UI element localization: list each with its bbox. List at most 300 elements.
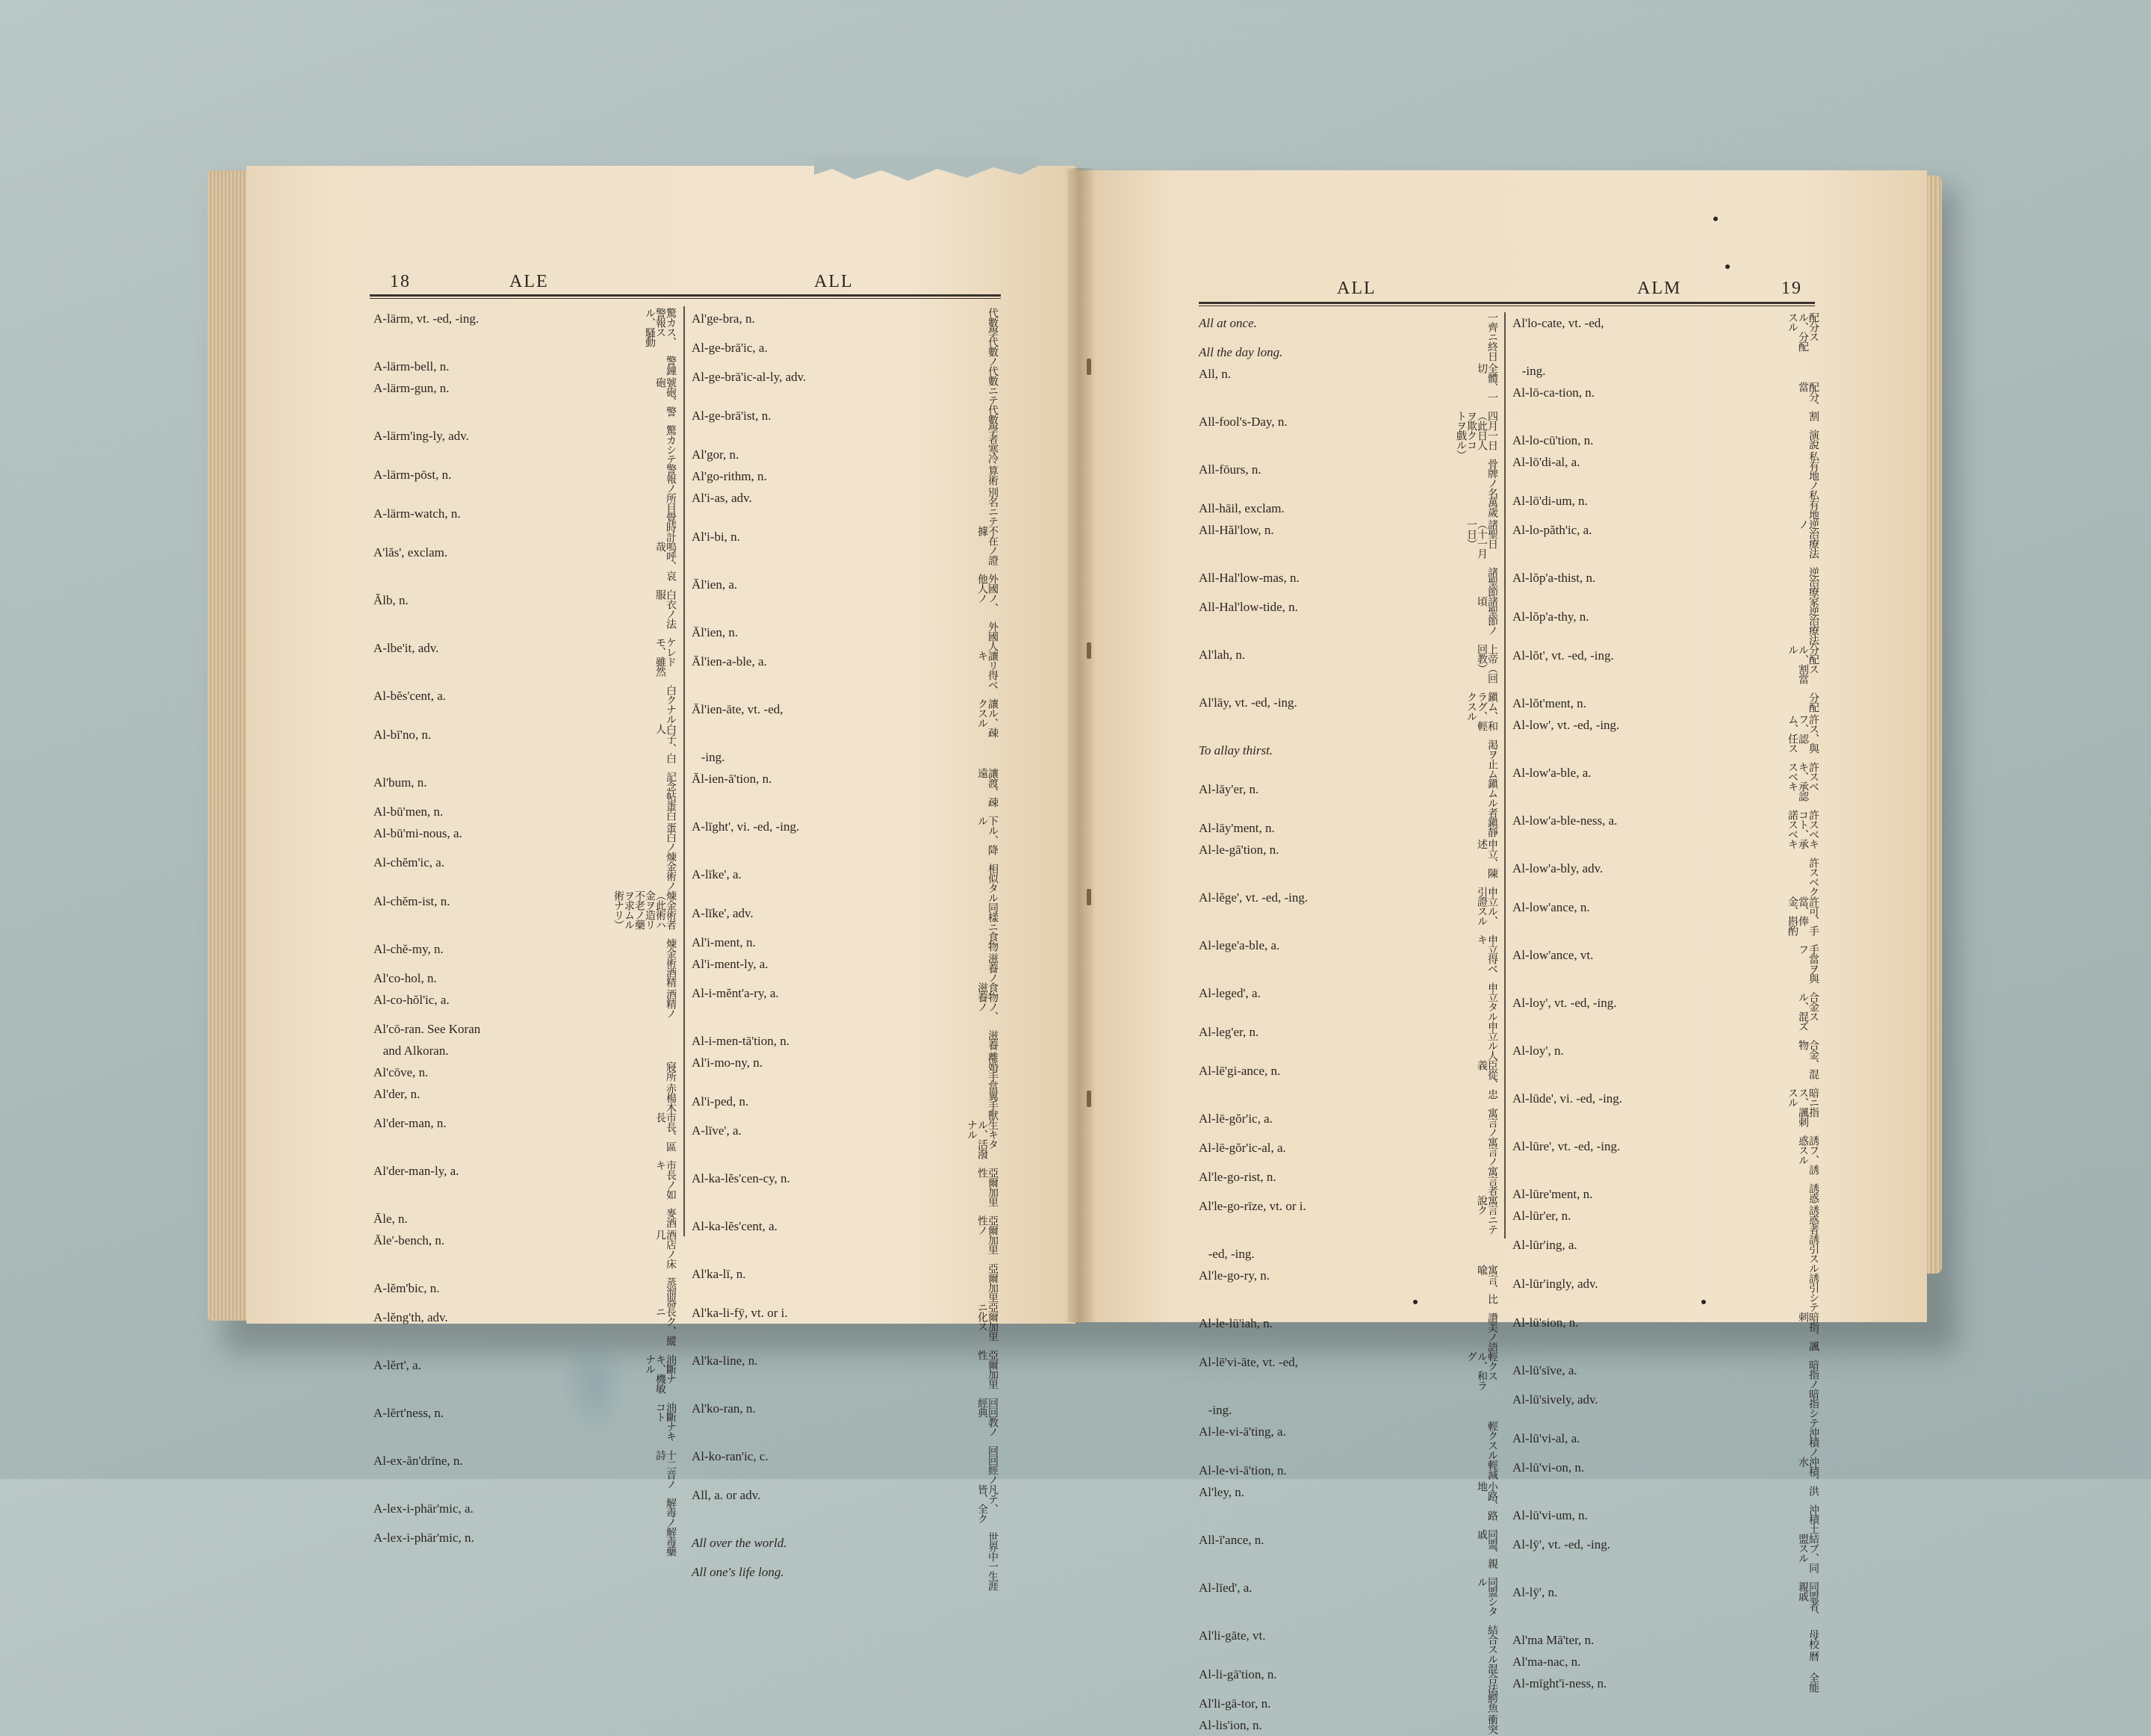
dictionary-entry (373, 890, 676, 938)
column-divider-left (683, 306, 685, 1236)
entry-japanese-gloss: 代數ニテ (987, 366, 999, 405)
dictionary-entry (692, 651, 998, 698)
entry-japanese-gloss: 目覺時計 (665, 503, 677, 542)
dictionary-entry (1512, 451, 1819, 490)
entry-headword: Al'ka-line, n. (692, 1354, 758, 1368)
dictionary-entry (373, 356, 676, 377)
entry-japanese-gloss: 渇ヲ止ム (1486, 740, 1498, 778)
guide-word-left-1: ALE (509, 272, 549, 291)
dictionary-entry (1199, 1481, 1497, 1529)
entry-japanese-gloss: 結ブ、同盟スル (1797, 1534, 1819, 1572)
dictionary-entry (1512, 1205, 1819, 1234)
entry-japanese-gloss: 鎭ムル者 (1486, 778, 1498, 817)
dictionary-entry (373, 989, 676, 1018)
dictionary-entry (373, 637, 676, 685)
dictionary-entry (373, 1083, 676, 1112)
entry-headword: Āl'ien-āte, vt. -ed, (692, 702, 783, 716)
dictionary-entry (1199, 817, 1497, 839)
entry-headword: Al-lū'vi-um, n. (1512, 1508, 1588, 1522)
entry-headword: Āl'ien, a. (692, 577, 738, 592)
header-rule-left (370, 294, 1001, 299)
entry-headword: All-ī'ance, n. (1199, 1533, 1264, 1547)
entry-japanese-gloss: 申立得ベキ (1476, 934, 1498, 973)
dictionary-entry (692, 405, 998, 444)
dictionary-entry (692, 746, 998, 768)
entry-headword: Al'lo-cate, vt. -ed, (1512, 316, 1604, 330)
entry-japanese-gloss: 暦 (1807, 1651, 1819, 1661)
entry-japanese-gloss: 生キタル、活潑ナル (966, 1120, 999, 1159)
dictionary-entry (692, 1350, 998, 1398)
dictionary-entry (1512, 714, 1819, 762)
page-number-left: 18 (390, 272, 411, 291)
right-page-column-1 (1199, 312, 1497, 1736)
page-number-right: 19 (1781, 279, 1802, 298)
entry-headword: -ed, -ing. (1199, 1247, 1255, 1261)
dictionary-entry (373, 589, 676, 637)
dictionary-entry (692, 1532, 998, 1561)
dictionary-entry (692, 1215, 998, 1263)
entry-headword: Al-loy', vt. -ed, -ing. (1512, 996, 1617, 1010)
entry-headword: Al-i-men-tā'tion, n. (692, 1034, 790, 1048)
dictionary-entry (373, 938, 676, 967)
entry-japanese-gloss: 一生涯 (987, 1561, 999, 1590)
ink-speck (1713, 217, 1718, 221)
entry-japanese-gloss: 代數學 (987, 308, 999, 337)
dictionary-entry (373, 801, 676, 822)
dictionary-entry (1512, 519, 1819, 567)
entry-headword: Al'li-gāte, vt. (1199, 1628, 1266, 1643)
entry-japanese-gloss: 鰐魚 (1486, 1693, 1498, 1712)
dictionary-entry (692, 902, 998, 931)
entry-headword: Al-lō'di-al, a. (1512, 455, 1580, 469)
entry-japanese-gloss: 逆治療法ノ (1797, 519, 1819, 558)
entry-japanese-gloss: 記念帖 (665, 772, 677, 801)
entry-headword: A-lex-i-phär'mic, n. (373, 1531, 474, 1545)
entry-headword: Al-lāy'er, n. (1199, 782, 1259, 796)
binding-stitch (1087, 1091, 1091, 1107)
entry-japanese-gloss: 白子、白人 (654, 724, 677, 763)
dictionary-entry (692, 308, 998, 337)
entry-japanese-gloss: 合金、混物 (1797, 1040, 1819, 1079)
entry-japanese-gloss: 沖積ノ (1807, 1427, 1819, 1457)
entry-headword: A-līke', adv. (692, 906, 754, 920)
dictionary-entry (1512, 692, 1819, 714)
entry-japanese-gloss: 蛋白ノ (665, 822, 677, 852)
dictionary-entry (373, 1230, 676, 1277)
page-edges-left (208, 170, 252, 1321)
dictionary-entry (1512, 430, 1819, 451)
dictionary-entry (373, 1160, 676, 1208)
left-page (246, 166, 1076, 1590)
entry-headword: and Alkoran. (373, 1044, 449, 1058)
dictionary-entry (1512, 896, 1819, 944)
dictionary-entry (1199, 1312, 1497, 1351)
dictionary-entry (1199, 1664, 1497, 1693)
entry-japanese-gloss: 配分スル、分配スル (1787, 312, 1819, 351)
entry-japanese-gloss: 代數學者 (987, 405, 999, 444)
entry-japanese-gloss: 沖積土 (1807, 1504, 1819, 1534)
entry-japanese-gloss: 亞爾加里 (987, 1263, 999, 1302)
entry-japanese-gloss: 申立、陳述 (1476, 839, 1498, 878)
entry-headword: Al'i-as, adv. (692, 491, 752, 505)
entry-headword: A-lĕrt', a. (373, 1358, 421, 1372)
dictionary-entry (1199, 411, 1497, 459)
dictionary-entry (1512, 1673, 1819, 1694)
entry-headword: Al-le-vi-ā'ting, a. (1199, 1425, 1286, 1439)
entry-headword: Al-i-mĕnt'a-ry, a. (692, 986, 779, 1000)
entry-japanese-gloss: 讓渡、疎遠 (976, 768, 999, 807)
dictionary-entry (692, 1302, 998, 1350)
entry-headword: Al-lō'di-um, n. (1512, 494, 1588, 508)
entry-japanese-gloss: 讓ル、疎クスル (976, 698, 999, 737)
binding-stitch (1087, 889, 1091, 905)
dictionary-entry (1199, 1021, 1497, 1060)
entry-headword: Al-bĕs'cent, a. (373, 689, 446, 703)
entry-headword: Al-bū'mi-nous, a. (373, 826, 462, 840)
entry-headword: All, n. (1199, 367, 1231, 381)
entry-headword: All over the world. (692, 1536, 787, 1550)
dictionary-entry (373, 1527, 676, 1556)
dictionary-entry (1199, 341, 1497, 363)
entry-headword: Al'lāy, vt. -ed, -ing. (1199, 695, 1297, 710)
entry-headword: Al-lū'sion, n. (1512, 1315, 1579, 1330)
entry-japanese-gloss: 全能 (1807, 1673, 1819, 1692)
entry-japanese-gloss: 誘引スル (1807, 1234, 1819, 1273)
entry-headword: Al-lȳ', vt. -ed, -ing. (1512, 1537, 1611, 1551)
entry-headword: All one's life long. (692, 1565, 784, 1579)
entry-headword: A'lăs', exclam. (373, 545, 448, 559)
entry-japanese-gloss: 全體、一切 (1476, 363, 1498, 402)
entry-headword: Al-ge-brā'ist, n. (692, 409, 772, 423)
entry-japanese-gloss: 讓リ得ベキ (976, 651, 999, 689)
dictionary-entry (1199, 1577, 1497, 1625)
entry-headword: Al-lū'sively, adv. (1512, 1392, 1598, 1407)
entry-headword: Al-lŏp'a-thist, n. (1512, 571, 1596, 585)
dictionary-entry (1199, 1195, 1497, 1243)
dictionary-entry (373, 1354, 676, 1402)
dictionary-entry (692, 982, 998, 1030)
entry-japanese-gloss: 諸聖節ノ頃 (1476, 596, 1498, 635)
entry-headword: Al-li-gā'tion, n. (1199, 1667, 1277, 1681)
entry-japanese-gloss: 長ク、縱ニ (654, 1306, 677, 1345)
dictionary-entry (1199, 1421, 1497, 1460)
entry-japanese-gloss: 申立タル (1486, 982, 1498, 1021)
entry-japanese-gloss: 申立ル、引證スル (1476, 887, 1498, 926)
dictionary-entry (1199, 740, 1497, 778)
entry-japanese-gloss: 寓言者 (1486, 1166, 1498, 1195)
entry-japanese-gloss: 衝突 (1486, 1714, 1498, 1734)
dictionary-entry (373, 1040, 676, 1061)
entry-japanese-gloss: 許ス、與フ、認ム、任ス (1787, 714, 1819, 753)
entry-japanese-gloss: 寓言、比喩 (1476, 1265, 1498, 1303)
entry-japanese-gloss: 市長、區長 (654, 1112, 677, 1151)
entry-japanese-gloss: 亞爾加里性 (976, 1168, 999, 1206)
entry-headword: Al-lūr'ingly, adv. (1512, 1277, 1598, 1291)
entry-headword: All-fool's-Day, n. (1199, 415, 1288, 429)
entry-japanese-gloss: 合金スル、混ズ (1797, 992, 1819, 1031)
dictionary-entry (373, 1450, 676, 1498)
dictionary-entry (1512, 490, 1819, 519)
entry-headword: Al-līed', a. (1199, 1581, 1253, 1595)
entry-japanese-gloss: ケレドモ、雖然 (654, 637, 677, 676)
entry-headword: Al'gor, n. (692, 447, 739, 462)
entry-japanese-gloss: 許スベキコト、承諾スベキ (1787, 810, 1819, 849)
dictionary-entry (692, 931, 998, 953)
entry-headword: Al-ka-lĕs'cen-cy, n. (692, 1171, 790, 1185)
entry-headword: Al-lāy'ment, n. (1199, 821, 1275, 835)
entry-japanese-gloss: 私有地 (1807, 490, 1819, 519)
dictionary-entry (692, 1030, 998, 1052)
entry-japanese-gloss: 翼手獸 (987, 1091, 999, 1120)
dictionary-entry (1199, 1060, 1497, 1108)
dictionary-entry (1199, 644, 1497, 692)
entry-japanese-gloss: 逆治療法 (1807, 606, 1819, 645)
entry-headword: A-lärm-bell, n. (373, 359, 450, 373)
entry-headword: Al-le-vi-ā'tion, n. (1199, 1463, 1287, 1478)
entry-japanese-gloss: 萬歲 (1486, 497, 1498, 517)
entry-headword: Al-lūr'ing, a. (1512, 1238, 1577, 1252)
entry-headword: Āle, n. (373, 1212, 408, 1226)
entry-headword: Al'li-gā-tor, n. (1199, 1696, 1271, 1711)
entry-headword: -ing. (1512, 364, 1546, 378)
dictionary-entry (1512, 606, 1819, 645)
entry-headword: Al-ge-brā'ic, a. (692, 341, 768, 355)
entry-japanese-gloss: 骨牌ノ名 (1486, 459, 1498, 497)
dictionary-entry (373, 852, 676, 890)
dictionary-entry (373, 377, 676, 425)
entry-japanese-gloss: 市長ノ如キ (654, 1160, 677, 1199)
entry-headword: Al-lū'vi-on, n. (1512, 1460, 1585, 1475)
entry-japanese-gloss: 代數ノ (987, 337, 999, 366)
entry-japanese-gloss: 外國ノ、他人ノ (976, 574, 999, 613)
entry-headword: Āle'-bench, n. (373, 1233, 445, 1247)
dictionary-entry (373, 1018, 676, 1040)
entry-headword: A-lbe'it, adv. (373, 641, 439, 655)
entry-headword: Al'le-go-rist, n. (1199, 1170, 1276, 1184)
entry-japanese-gloss: 食物 (987, 931, 999, 951)
entry-headword: Al'i-ment-ly, a. (692, 957, 769, 971)
entry-headword: Al'le-go-ry, n. (1199, 1268, 1270, 1283)
entry-japanese-gloss: 外國人 (987, 621, 999, 651)
entry-headword: Al-co-hŏl'ic, a. (373, 993, 450, 1007)
entry-headword: All the day long. (1199, 345, 1283, 359)
entry-headword: Al-low'ance, vt. (1512, 948, 1594, 962)
dictionary-entry (1199, 596, 1497, 644)
dictionary-entry (1199, 497, 1497, 519)
guide-word-left-2: ALL (814, 272, 854, 291)
entry-headword: Al-le-lū'iah, n. (1199, 1316, 1273, 1330)
entry-japanese-gloss: 輕クスル (1486, 1421, 1498, 1460)
dictionary-entry (692, 1484, 998, 1532)
dictionary-entry (1512, 312, 1819, 360)
dictionary-entry (1199, 934, 1497, 982)
entry-japanese-gloss: 寓言ニテ說ク (1476, 1195, 1498, 1234)
entry-headword: Al-lĕge', vt. -ed, -ing. (1199, 890, 1309, 905)
entry-headword: A-lärm-watch, n. (373, 506, 461, 521)
entry-japanese-gloss: 寢所 (665, 1061, 677, 1081)
dictionary-entry (1512, 1457, 1819, 1504)
dictionary-entry (1512, 1183, 1819, 1205)
entry-headword: All-Hal'low-mas, n. (1199, 571, 1300, 585)
entry-japanese-gloss: 輕減 (1486, 1460, 1498, 1479)
dictionary-entry (1512, 1629, 1819, 1651)
dictionary-entry (1199, 1625, 1497, 1664)
entry-japanese-gloss: 結合スル (1486, 1625, 1498, 1664)
column-divider-right (1504, 312, 1506, 1239)
entry-japanese-gloss: 回回教ノ經典 (976, 1398, 999, 1436)
entry-headword: Al-lē-gŏr'ic-al, a. (1199, 1141, 1286, 1155)
entry-japanese-gloss: 分配 (1807, 692, 1819, 712)
entry-headword: Al'ko-ran, n. (692, 1401, 756, 1416)
dictionary-entry (1199, 1166, 1497, 1195)
entry-japanese-gloss: 輕クスル、和ラグ (1465, 1351, 1498, 1390)
entry-japanese-gloss: 諸聖節 (1486, 567, 1498, 596)
dictionary-entry (1512, 1427, 1819, 1457)
entry-japanese-gloss: 四月一日（此日人ヲ欺クコトヲ戲ル） (1455, 411, 1498, 459)
entry-japanese-gloss: 讚美ノ語 (1486, 1312, 1498, 1351)
dictionary-entry (1199, 1529, 1497, 1577)
entry-headword: Al-ko-ran'ic, c. (692, 1449, 769, 1463)
entry-japanese-gloss: 小路、路地 (1476, 1481, 1498, 1520)
dictionary-entry (1512, 360, 1819, 382)
dictionary-entry (1512, 1135, 1819, 1183)
entry-headword: Al-lō-ca-tion, n. (1512, 385, 1595, 400)
entry-headword: A-līke', a. (692, 867, 742, 881)
entry-japanese-gloss: 驚カス、警報スル、騷動 (644, 308, 677, 347)
entry-headword: Al'ma-nac, n. (1512, 1655, 1581, 1669)
entry-headword: Āl'ien, n. (692, 625, 739, 639)
entry-japanese-gloss: 許可、手當、俸金、斟酌 (1787, 896, 1819, 935)
entry-japanese-gloss: 油斷ナキコト (654, 1402, 677, 1441)
dictionary-entry (1199, 1265, 1497, 1312)
left-page-column-1 (373, 308, 676, 1556)
entry-headword: Al-lŏp'a-thy, n. (1512, 610, 1589, 624)
dictionary-entry (1199, 459, 1497, 497)
entry-japanese-gloss: 分配スル、割當ル (1787, 645, 1819, 683)
entry-japanese-gloss: 暗指、諷刺 (1797, 1312, 1819, 1351)
right-page-column-2 (1512, 312, 1819, 1694)
dictionary-entry (1512, 1534, 1819, 1581)
entry-japanese-gloss: 誘フ、誘惑スル (1797, 1135, 1819, 1174)
entry-japanese-gloss: 同盟、親戚 (1476, 1529, 1498, 1568)
entry-headword: All-hāil, exclam. (1199, 501, 1285, 515)
dictionary-entry (1199, 1460, 1497, 1481)
entry-headword: Al'der, n. (373, 1087, 420, 1101)
dictionary-entry (1512, 858, 1819, 896)
entry-japanese-gloss: 寓言ノ (1486, 1137, 1498, 1166)
dictionary-entry (373, 1112, 676, 1160)
dictionary-entry (373, 1306, 676, 1354)
entry-japanese-gloss: 暗ニ指ス、諷刺スル (1787, 1088, 1819, 1126)
entry-headword: Al'le-go-rīze, vt. or i. (1199, 1199, 1306, 1213)
entry-headword: Al'go-rithm, n. (692, 469, 767, 483)
entry-headword: Al-lū'sīve, a. (1512, 1363, 1577, 1377)
entry-headword: Al'i-ped, n. (692, 1094, 749, 1109)
entry-japanese-gloss: 回回經ノ (987, 1445, 999, 1484)
dictionary-entry (1512, 1312, 1819, 1360)
dictionary-entry (373, 772, 676, 801)
entry-headword: To allay thirst. (1199, 743, 1273, 757)
entry-headword: Al-lē'gi-ance, n. (1199, 1064, 1281, 1078)
entry-headword: All, a. or adv. (692, 1488, 761, 1502)
entry-headword: Al-mīght'i-ness, n. (1512, 1676, 1607, 1690)
entry-headword: Al-low'ance, n. (1512, 900, 1590, 914)
dictionary-entry (692, 1263, 998, 1302)
entry-headword: Al-leged', a. (1199, 986, 1261, 1000)
binding-stitch (1087, 642, 1091, 659)
entry-headword: Al'ge-bra, n. (692, 311, 755, 326)
entry-headword: Al'i-mo-ny, n. (692, 1055, 763, 1070)
dictionary-entry (1199, 1714, 1497, 1736)
entry-japanese-gloss: 煉金術ノ (665, 852, 677, 890)
entry-headword: Al-low'a-ble, a. (1512, 766, 1592, 780)
entry-headword: Al'bum, n. (373, 775, 427, 790)
dictionary-entry (692, 621, 998, 651)
dictionary-entry (1512, 992, 1819, 1040)
dictionary-entry (692, 768, 998, 816)
dictionary-entry (1512, 645, 1819, 692)
entry-japanese-gloss: 酒精ノ (665, 989, 677, 1018)
dictionary-entry (692, 574, 998, 621)
dictionary-entry (373, 1402, 676, 1450)
entry-headword: Al'i-ment, n. (692, 935, 756, 949)
entry-headword: Al'der-man-ly, a. (373, 1164, 459, 1178)
entry-japanese-gloss: 解毒ノ (665, 1498, 677, 1527)
entry-japanese-gloss: 許スベク (1807, 858, 1819, 896)
dictionary-entry (1199, 887, 1497, 934)
dictionary-entry (692, 953, 998, 982)
entry-headword: Al'ka-li-fȳ, vt. or i. (692, 1306, 788, 1320)
right-page (1068, 170, 1927, 1734)
dictionary-entry (373, 308, 676, 356)
dictionary-entry (1512, 810, 1819, 858)
entry-japanese-gloss: 警鐘 (665, 356, 677, 375)
entry-japanese-gloss: 白クナル (665, 685, 677, 724)
dictionary-entry (1512, 1234, 1819, 1273)
dictionary-entry (1512, 1581, 1819, 1629)
entry-japanese-gloss: 手當ヲ與フ (1797, 944, 1819, 983)
dictionary-entry (692, 337, 998, 366)
entry-japanese-gloss: 十二音ノ詩 (654, 1450, 677, 1489)
dictionary-entry (1512, 762, 1819, 810)
entry-japanese-gloss: 上帝（回回教） (1476, 644, 1498, 683)
entry-headword: Al-lūre'ment, n. (1512, 1187, 1593, 1201)
dictionary-entry (373, 822, 676, 852)
dictionary-entry (1512, 1504, 1819, 1534)
entry-japanese-gloss: 誘惑 (1807, 1183, 1819, 1203)
dictionary-entry (1512, 567, 1819, 606)
dictionary-entry (1512, 1651, 1819, 1673)
entry-headword: Al-lē'vi-āte, vt. -ed, (1199, 1355, 1298, 1369)
entry-headword: A-lärm-pōst, n. (373, 468, 452, 482)
dictionary-entry (692, 816, 998, 864)
entry-japanese-gloss: 許スベキ、承認スベキ (1787, 762, 1819, 801)
guide-word-right-2: ALM (1637, 279, 1682, 298)
entry-headword: Al-lȳ', n. (1512, 1585, 1558, 1599)
entry-japanese-gloss: 麥酒 (665, 1208, 677, 1227)
entry-japanese-gloss: 演說 (1807, 430, 1819, 449)
dictionary-entry (692, 864, 998, 902)
entry-headword: Al-lūre', vt. -ed, -ing. (1512, 1139, 1621, 1153)
entry-japanese-gloss: 配分、割當 (1797, 382, 1819, 421)
entry-japanese-gloss: 酒店ノ床几 (654, 1230, 677, 1268)
entry-japanese-gloss: 煉金術者（此術ハ金ヲ造リ不老ノ藥ヲ求ムル術ナリ） (612, 890, 677, 929)
entry-japanese-gloss: 蒸溜器 (665, 1277, 677, 1306)
dictionary-entry (1512, 382, 1819, 430)
entry-headword: Al-bī'no, n. (373, 728, 432, 742)
dictionary-entry (373, 967, 676, 989)
entry-japanese-gloss: 鎭靜 (1486, 817, 1498, 837)
